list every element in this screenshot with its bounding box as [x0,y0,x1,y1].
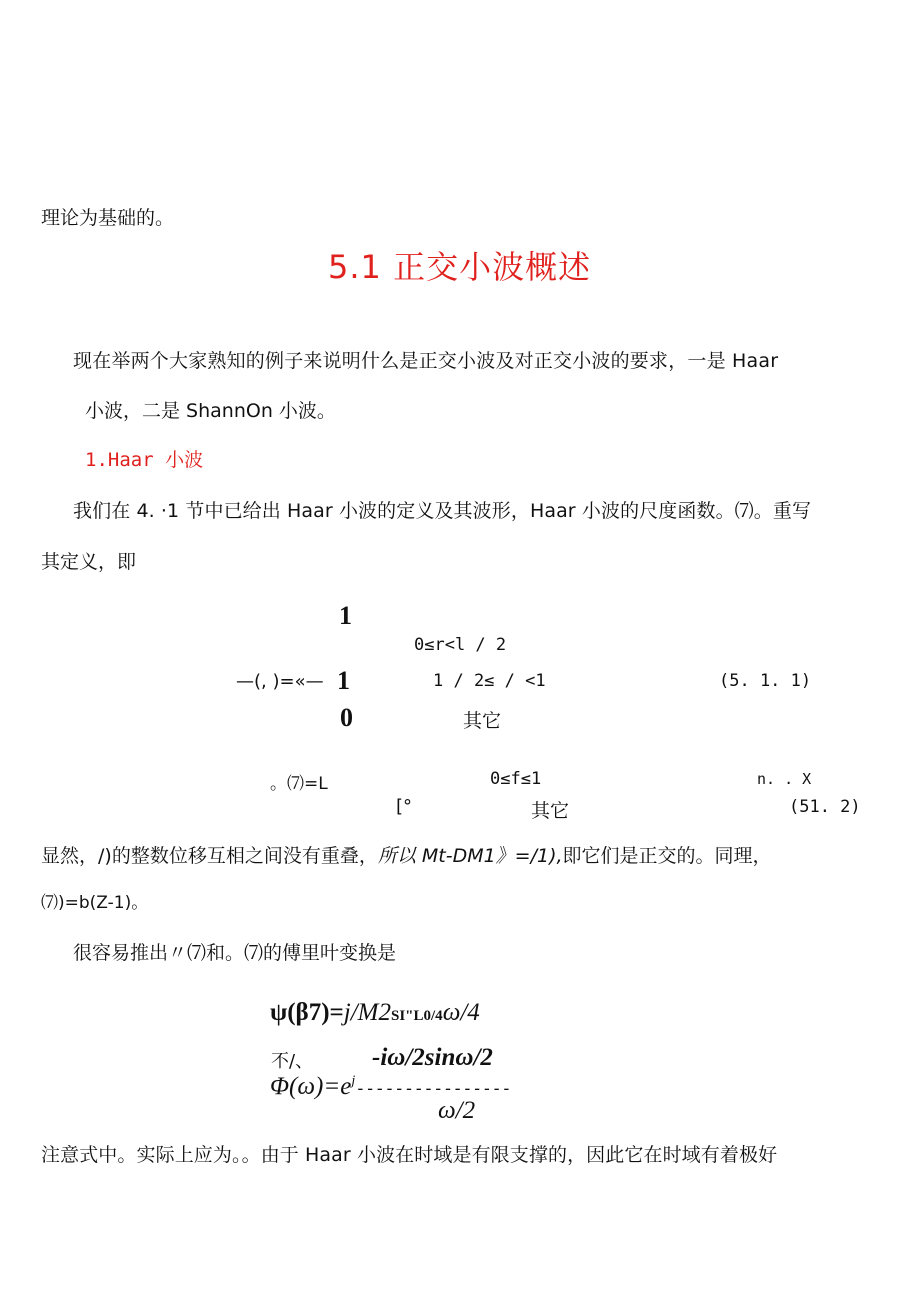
phi-denominator: ω/2 [438,1097,476,1124]
eq1-case2-condition: 1 / 2≤ / <1 [433,671,546,691]
eq2-number: (51. 2) [789,797,861,817]
subsection-heading: 1.Haar 小波 [85,449,204,471]
eq2-bracket: [° [396,796,413,817]
eq1-case1-value: 1 [339,601,352,630]
eq2-condition-2: 其它 [531,800,570,822]
paragraph-1-line-2: 小波，二是 ShannOn 小波。 [85,400,336,422]
phi-sup: j [351,1073,356,1089]
psi-rhs-2: ω/4 [442,999,480,1026]
intro-tail-text: 理论为基础的。 [41,207,175,229]
eq2-side-note: n. . X [757,770,812,788]
paragraph-3-italic-formula: 所以 Mt-DM1》=/1), [377,845,563,867]
eq1-case1-condition: 0≤r<l / 2 [414,635,507,655]
eq1-lhs: —(, )=«— [236,671,324,692]
paragraph-2-line-2: 其定义，即 [41,551,137,573]
psi-equation [270,997,480,1027]
eq2-condition-1: 0≤f≤1 [490,769,542,789]
paragraph-3-line-1 [41,841,772,868]
paragraph-3-line-2: ⑺)=b(Z-1)。 [41,893,149,913]
eq1-case3-condition: 其它 [463,710,502,732]
paragraph-3-text-start: 显然，/)的整数位移互相之间没有重叠， [41,845,378,867]
phi-lhs: Φ(ω)=e [270,1073,352,1100]
psi-rhs-1: j/M2 [343,999,391,1026]
section-title: 5.1 正交小波概述 [328,248,592,286]
paragraph-1-line-1: 现在举两个大家熟知的例子来说明什么是正交小波及对正交小波的要求，一是 Haar [73,350,779,372]
paragraph-5: 注意式中。实际上应为。。由于 Haar 小波在时域是有限支撑的，因此它在时域有着极好 [41,1144,778,1166]
paragraph-3-text-end: 即它们是正交的。同理， [562,845,772,867]
eq1-case2-value: 1 [337,666,350,695]
phi-note: 不/、 [271,1051,314,1072]
phi-numerator [372,1042,493,1072]
psi-lhs: ψ(β7)= [270,999,344,1026]
eq1-case3-value: 0 [340,703,353,732]
phi-numerator-text: -iω/2sinω/2 [372,1044,493,1071]
psi-small-term: SI"L0/4 [391,1008,443,1024]
phi-fraction-line: ---------------- [355,1079,511,1099]
paragraph-4: 很容易推出〃⑺和。⑺的傅里叶变换是 [73,942,397,964]
paragraph-2-line-1: 我们在 4. ·1 节中已给出 Haar 小波的定义及其波形，Haar 小波的尺度函数。⑺。重写 [73,500,812,522]
eq1-number: (5. 1. 1) [719,671,812,691]
eq2-lhs: 。⑺=L [270,774,328,794]
